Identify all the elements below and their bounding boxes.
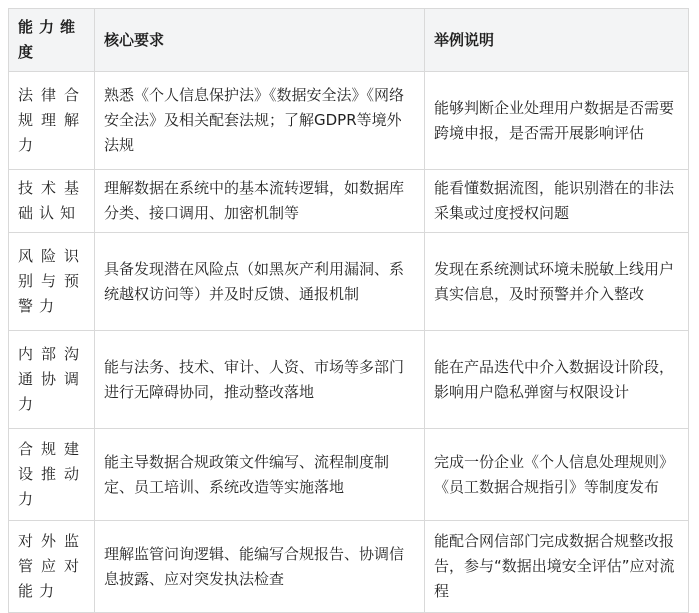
cell-dimension: 内部沟通协调力 [9, 331, 95, 429]
header-example: 举例说明 [425, 9, 689, 72]
cell-dimension: 对外监管应对能力 [9, 521, 95, 613]
header-requirement: 核心要求 [95, 9, 425, 72]
table-header-row [9, 9, 689, 72]
cell-example: 发现在系统测试环境未脱敏上线用户真实信息，及时预警并介入整改 [425, 233, 689, 331]
cell-example: 能在产品迭代中介入数据设计阶段，影响用户隐私弹窗与权限设计 [425, 331, 689, 429]
cell-example: 能够判断企业处理用户数据是否需要跨境申报，是否需开展影响评估 [425, 72, 689, 170]
cell-requirement: 熟悉《个人信息保护法》《数据安全法》《网络安全法》及相关配套法规；了解GDPR等境外法规 [95, 72, 425, 170]
cell-example: 能配合网信部门完成数据合规整改报告，参与“数据出境安全评估”应对流程 [425, 521, 689, 613]
cell-requirement: 具备发现潜在风险点（如黑灰产利用漏洞、系统越权访问等）并及时反馈、通报机制 [95, 233, 425, 331]
table-row [9, 521, 689, 613]
table-row [9, 429, 689, 521]
cell-dimension: 技术基础认知 [9, 170, 95, 233]
cell-requirement: 能与法务、技术、审计、人资、市场等多部门进行无障碍协同，推动整改落地 [95, 331, 425, 429]
table-row [9, 170, 689, 233]
table-row [9, 72, 689, 170]
capability-table [8, 8, 689, 613]
cell-dimension: 法律合规理解力 [9, 72, 95, 170]
cell-dimension: 风险识别与预警力 [9, 233, 95, 331]
cell-dimension: 合规建设推动力 [9, 429, 95, 521]
cell-requirement: 理解数据在系统中的基本流转逻辑，如数据库分类、接口调用、加密机制等 [95, 170, 425, 233]
header-dimension: 能力维度 [9, 9, 95, 72]
cell-example: 完成一份企业《个人信息处理规则》《员工数据合规指引》等制度发布 [425, 429, 689, 521]
cell-example: 能看懂数据流图，能识别潜在的非法采集或过度授权问题 [425, 170, 689, 233]
table-row [9, 331, 689, 429]
table-row [9, 233, 689, 331]
cell-requirement: 能主导数据合规政策文件编写、流程制度制定、员工培训、系统改造等实施落地 [95, 429, 425, 521]
cell-requirement: 理解监管问询逻辑、能编写合规报告、协调信息披露、应对突发执法检查 [95, 521, 425, 613]
capability-table-container [8, 8, 688, 613]
